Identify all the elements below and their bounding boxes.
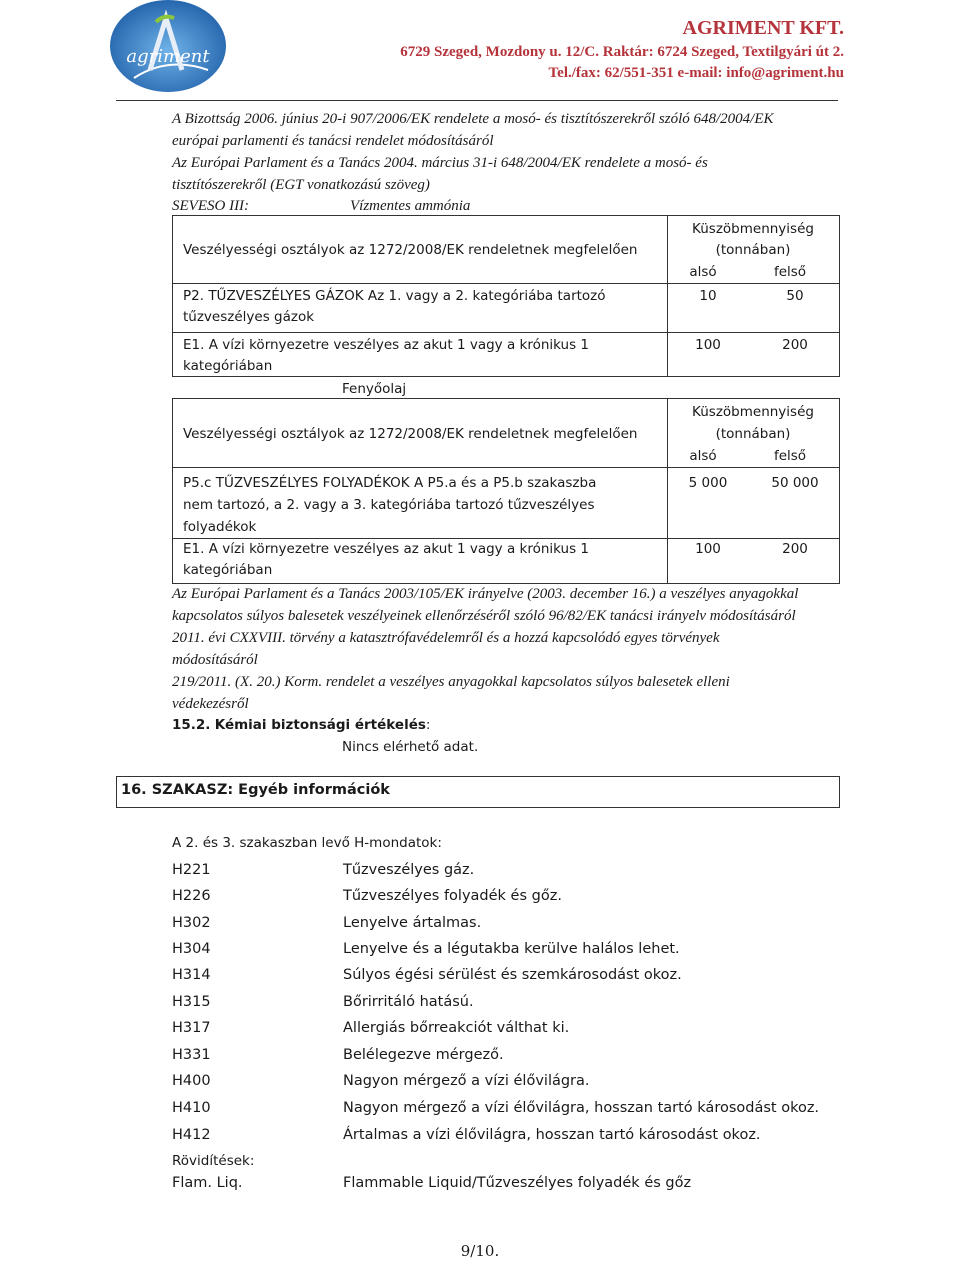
intro-line: tisztítószerekről (EGT vonatkozású szöveg)	[172, 177, 430, 193]
table-header-unit: (tonnában)	[715, 426, 791, 442]
table-row-text: kategóriában	[183, 562, 273, 578]
legal-reference: 219/2011. (X. 20.) Korm. rendelet a veszélyes anyagokkal kapcsolatos súlyos balesetek elleni	[172, 674, 730, 690]
col-high: felső	[773, 264, 807, 280]
threshold-high: 200	[782, 337, 808, 353]
table-header-threshold: Küszöbmennyiség	[692, 221, 814, 237]
section-16-title: 16. SZAKASZ: Egyéb információk	[121, 782, 390, 798]
intro-line: A Bizottság 2006. június 20-i 907/2006/EK rendelete a mosó- és tisztítószerekről szóló 648/2004/EK	[172, 111, 774, 127]
table-row-text: E1. A vízi környezetre veszélyes az akut 1 vagy a krónikus 1	[183, 541, 590, 557]
chem-safety-colon: :	[425, 717, 431, 733]
abbreviations-label: Rövidítések:	[172, 1153, 255, 1169]
abbrev-text: Flammable Liquid/Tűzveszélyes folyadék és gőz	[343, 1175, 692, 1191]
table-header-left: Veszélyességi osztályok az 1272/2008/EK rendeletnek megfelelően	[183, 426, 638, 442]
threshold-low: 5 000	[688, 475, 728, 491]
seveso-substance: Fenyőolaj	[342, 381, 407, 397]
h-text: Ártalmas a vízi élővilágra, hosszan tartó károsodást okoz.	[343, 1127, 761, 1143]
abbrev-code: Flam. Liq.	[172, 1175, 243, 1191]
table-row-text: folyadékok	[183, 519, 257, 535]
legal-reference: védekezésről	[172, 696, 249, 712]
h-text: Nagyon mérgező a vízi élővilágra, hosszan tartó károsodást okoz.	[343, 1100, 820, 1116]
h-text: Bőrirritáló hatású.	[343, 994, 474, 1010]
chem-safety-title: Kémiai biztonsági értékelés	[214, 717, 426, 733]
chem-safety-value: Nincs elérhető adat.	[342, 739, 479, 755]
h-statements-intro: A 2. és 3. szakaszban levő H-mondatok:	[172, 835, 442, 851]
seveso-substance: Vízmentes ammónia	[350, 198, 471, 214]
h-code: H412	[172, 1127, 211, 1143]
threshold-low: 100	[695, 541, 721, 557]
h-code: H221	[172, 862, 211, 878]
legal-reference: kapcsolatos súlyos balesetek veszélyeinek ellenőrzéséről szóló 96/82/EK tanácsi irányelv módosításáról	[172, 608, 796, 624]
table-row-text: tűzveszélyes gázok	[183, 309, 315, 325]
threshold-low: 10	[699, 288, 717, 304]
h-text: Nagyon mérgező a vízi élővilágra.	[343, 1073, 590, 1089]
table-row-text: P5.c TŰZVESZÉLYES FOLYADÉKOK A P5.a és a P5.b szakaszba	[183, 475, 597, 491]
threshold-high: 50	[786, 288, 804, 304]
section-16-header	[116, 776, 840, 808]
table-divider	[173, 283, 839, 284]
threshold-high: 200	[782, 541, 808, 557]
h-code: H315	[172, 994, 211, 1010]
table-row-text: E1. A vízi környezetre veszélyes az akut 1 vagy a krónikus 1	[183, 337, 590, 353]
col-high: felső	[773, 448, 807, 464]
table-header-threshold: Küszöbmennyiség	[692, 404, 814, 420]
h-text: Súlyos égési sérülést és szemkárosodást okoz.	[343, 967, 682, 983]
table-row-text: nem tartozó, a 2. vagy a 3. kategóriába tartozó tűzveszélyes	[183, 497, 595, 513]
intro-line: Az Európai Parlament és a Tanács 2004. március 31-i 648/2004/EK rendelete a mosó- és	[172, 155, 708, 171]
legal-reference: 2011. évi CXXVIII. törvény a katasztrófavédelemről és a hozzá kapcsolódó egyes törvények	[172, 630, 720, 646]
intro-line: európai parlamenti és tanácsi rendelet módosításáról	[172, 133, 494, 149]
h-code: H304	[172, 941, 211, 957]
h-text: Lenyelve ártalmas.	[343, 915, 482, 931]
header-divider	[116, 100, 838, 101]
threshold-high: 50 000	[771, 475, 819, 491]
table-header-left: Veszélyességi osztályok az 1272/2008/EK rendeletnek megfelelően	[183, 242, 638, 258]
h-code: H410	[172, 1100, 211, 1116]
h-text: Tűzveszélyes folyadék és gőz.	[343, 888, 562, 904]
seveso-label: SEVESO III:	[172, 198, 250, 214]
h-code: H226	[172, 888, 211, 904]
page-number: 9/10.	[460, 1242, 500, 1260]
chem-safety-num: 15.2.	[172, 717, 211, 733]
table-row-text: P2. TŰZVESZÉLYES GÁZOK Az 1. vagy a 2. kategóriába tartozó	[183, 288, 606, 304]
threshold-low: 100	[695, 337, 721, 353]
company-contact: Tel./fax: 62/551-351 e-mail: info@agriment.hu	[548, 65, 844, 81]
h-code: H400	[172, 1073, 211, 1089]
col-low: alsó	[689, 264, 717, 280]
company-logo	[104, 0, 232, 96]
h-code: H331	[172, 1047, 211, 1063]
h-code: H302	[172, 915, 211, 931]
table-divider	[173, 332, 839, 333]
h-text: Belélegezve mérgező.	[343, 1047, 504, 1063]
table-divider	[173, 538, 839, 539]
legal-reference: módosításáról	[172, 652, 258, 668]
table-row-text: kategóriában	[183, 358, 273, 374]
table-divider	[173, 467, 839, 468]
h-text: Tűzveszélyes gáz.	[343, 862, 475, 878]
chem-safety-heading	[172, 716, 430, 734]
legal-reference: Az Európai Parlament és a Tanács 2003/105/EK irányelve (2003. december 16.) a veszélyes anyagokkal	[172, 586, 799, 602]
logo-text: agriment	[126, 46, 210, 67]
col-low: alsó	[689, 448, 717, 464]
company-address: 6729 Szeged, Mozdony u. 12/C. Raktár: 6724 Szeged, Textilgyári út 2.	[400, 44, 844, 60]
table-header-unit: (tonnában)	[715, 242, 791, 258]
h-code: H314	[172, 967, 211, 983]
company-name: AGRIMENT KFT.	[682, 17, 844, 39]
h-text: Lenyelve és a légutakba kerülve halálos lehet.	[343, 941, 680, 957]
h-code: H317	[172, 1020, 211, 1036]
h-text: Allergiás bőrreakciót válthat ki.	[343, 1020, 570, 1036]
